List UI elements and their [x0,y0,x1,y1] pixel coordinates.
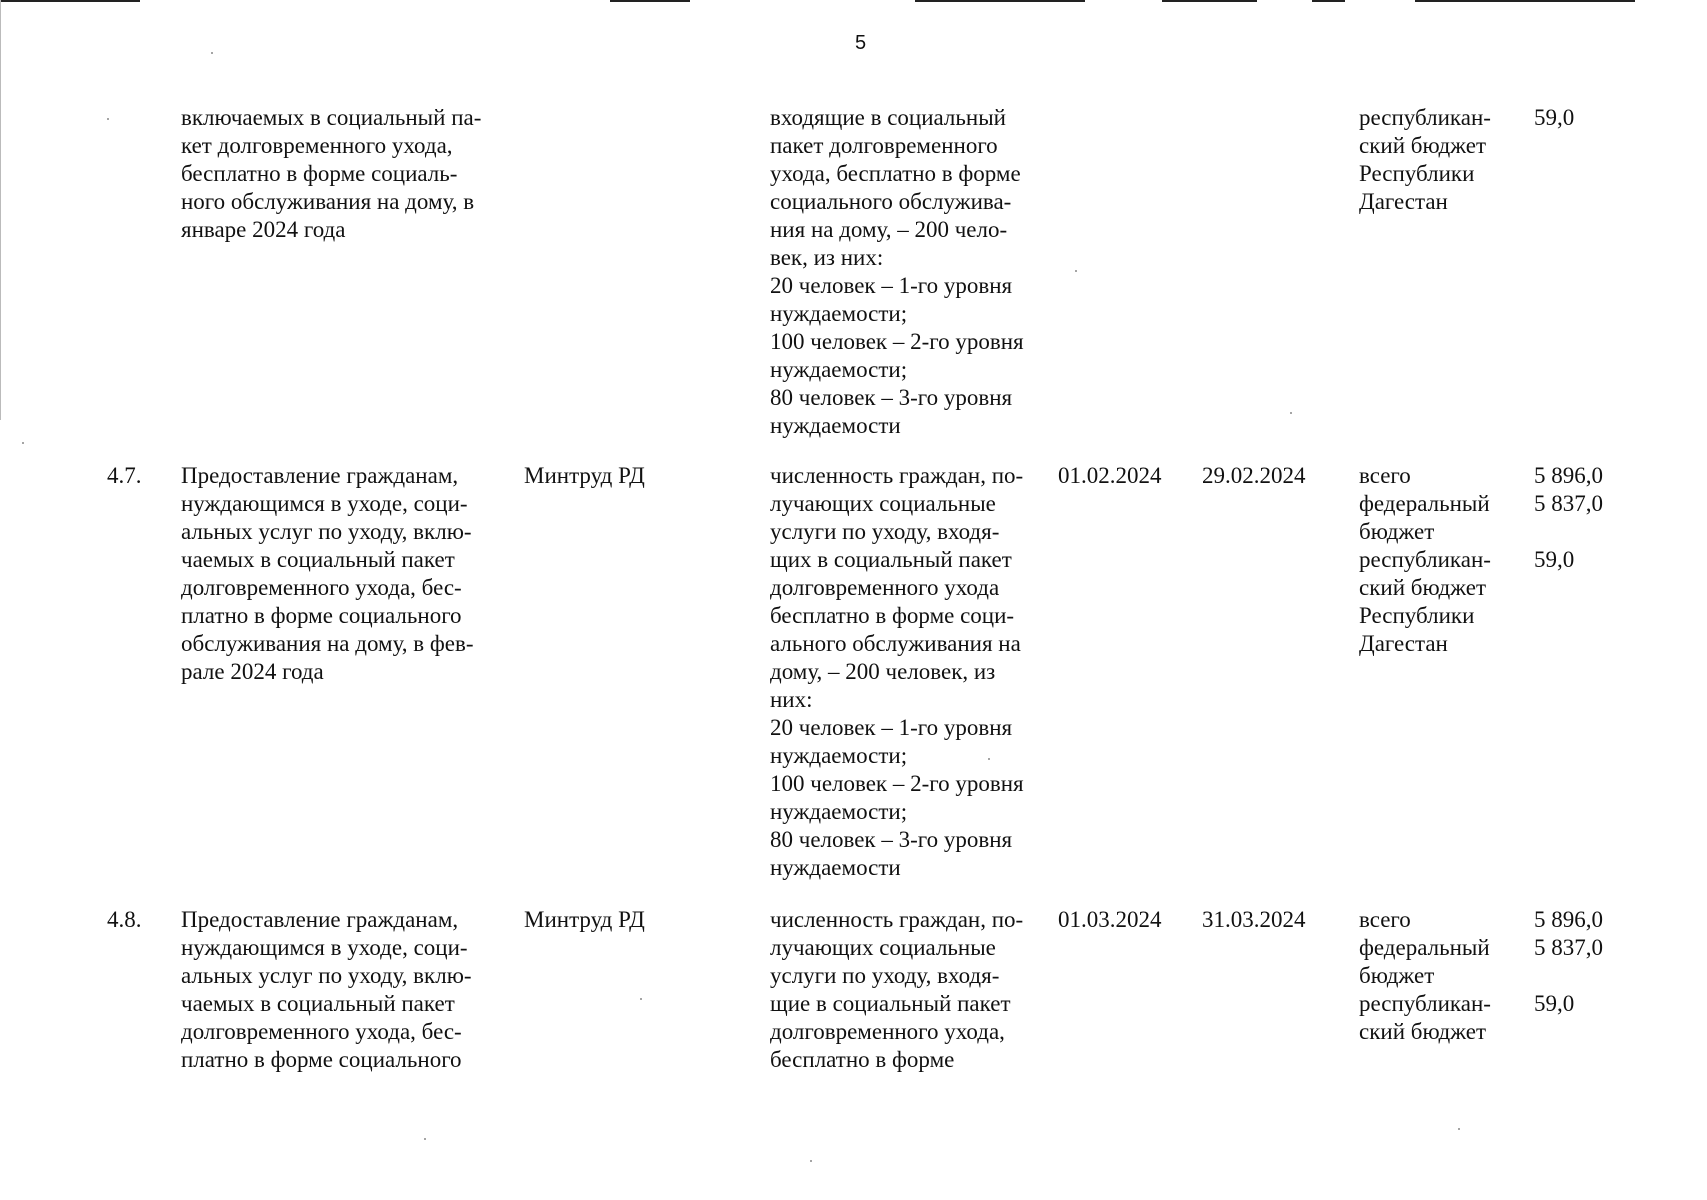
activity-result: численность граждан, по- лучающих социальные услуги по уходу, входя- щих в социальный пакет долговременного ухода бесплатно в форме соци- ального обслуживания на дому, – 200 человек, из них: 20 человек – 1-го уровня нуждаемости; 100 человек – 2-го уровня нуждаемости; 80 человек – 3-го уровня нуждаемости [770,463,1024,880]
activity-name: Предоставление гражданам, нуждающимся в уходе, соци- альных услуг по уходу, вклю- чаемых в социальный пакет долговременного ухода, бес- платно в форме социального [181,907,472,1072]
row-number: 4.7. [107,463,142,488]
scan-speck [424,1138,426,1140]
activity-result: входящие в социальный пакет долговременного ухода, бесплатно в форме социального обслужива- ния на дому, – 200 чело- век, из них: 20 человек – 1-го уровня нуждаемости; 100 человек – 2-го уровня нуждаемости; 80 человек – 3-го уровня нуждаемости [770,105,1024,438]
executor: Минтруд РД [524,907,645,932]
scan-edge-line [1415,0,1635,2]
funding-amounts: 5 896,0 5 837,0 59,0 [1534,907,1603,1016]
funding-amounts: 59,0 [1534,105,1575,130]
end-date: 31.03.2024 [1202,907,1306,932]
scan-edge-line [610,0,690,2]
scan-speck [211,52,213,54]
scan-edge-line [1162,0,1257,2]
start-date: 01.03.2024 [1058,907,1162,932]
funding-sources: всего федеральный бюджет республикан- ский бюджет [1359,907,1491,1044]
activity-result: численность граждан, по- лучающих социальные услуги по уходу, входя- щие в социальный пакет долговременного ухода, бесплатно в форме [770,907,1024,1072]
scan-edge-line [1312,0,1345,2]
activity-name: Предоставление гражданам, нуждающимся в уходе, соци- альных услуг по уходу, вклю- чаемых в социальный пакет долговременного ухода, бес- платно в форме социального обслуживания на дому, в фев- рале 2024 года [181,463,474,684]
scan-speck [640,998,642,1000]
end-date: 29.02.2024 [1202,463,1306,488]
activity-name: включаемых в социальный па- кет долговременного ухода, бесплатно в форме социаль- ного обслуживания на дому, в январе 2024 года [181,105,482,242]
scan-speck [810,1160,812,1162]
scan-speck [1075,270,1077,272]
page-number: 5 [855,32,867,54]
scan-speck [1290,412,1292,414]
scan-speck [988,758,990,760]
row-number: 4.8. [107,907,142,932]
funding-sources: республикан- ский бюджет Республики Дагестан [1359,105,1491,214]
scan-speck [107,118,109,120]
scan-speck [1458,1128,1460,1130]
executor: Минтруд РД [524,463,645,488]
funding-sources: всего федеральный бюджет республикан- ский бюджет Республики Дагестан [1359,463,1491,656]
scan-speck [22,442,24,444]
start-date: 01.02.2024 [1058,463,1162,488]
scan-edge-line [0,0,1,420]
scan-edge-line [0,0,140,2]
scan-edge-line [915,0,1085,2]
funding-amounts: 5 896,0 5 837,0 59,0 [1534,463,1603,572]
